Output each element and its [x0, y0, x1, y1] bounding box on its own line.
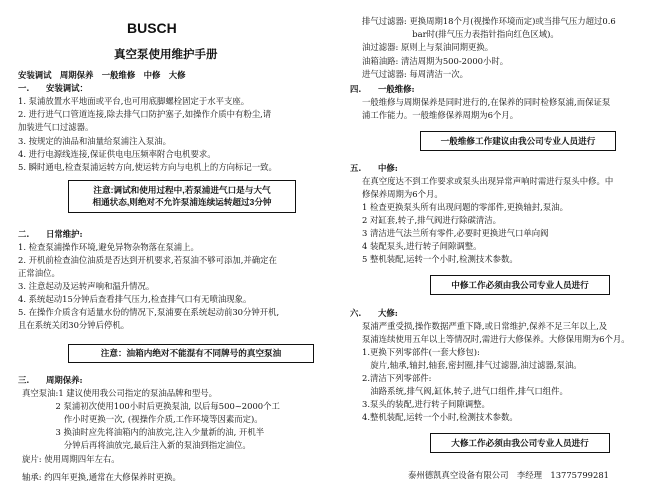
notice-box-general-repair: 一般维修工作建议由我公司专业人员进行 [420, 131, 616, 151]
sec1-line: 1. 泵浦放置水平地面或平台,也可用底脚螺栓固定于水平支座。 [18, 96, 250, 106]
sec1-line: 2. 进行进气口管道连接,除去排气口防护塞子,如操作介质中有粉尘,请 [18, 109, 272, 119]
note-line: 相通状态,则绝对不允许泵浦连续运转超过3分钟 [92, 196, 272, 207]
sec3-line: 真空泵油:1 建议使用我公司指定的泵油品牌和型号。 [22, 388, 218, 398]
filter-line: 排气过滤器: 更换周期18个月(视操作环境而定)或当排气压力超过0.6 [362, 16, 616, 26]
sec4-line: 浦工作能力。一般维修保养周期为6个月。 [362, 110, 519, 120]
sec6-line: 3.泵头的装配,进行转子间隙调整。 [362, 399, 490, 409]
sec6-line: 旋片,轴承,轴封,轴套,密封圈,排气过滤器,油过滤器,泵油。 [362, 360, 582, 370]
sec2-heading: 二. 日常维护: [18, 229, 83, 239]
filter-line: 进气过滤器: 每周清洁一次。 [362, 69, 468, 79]
filter-line: bar时(排气压力表指针指向红色区域)。 [362, 29, 559, 39]
sec5-line: 3 清洁进气法兰所有零件,必要时更换进气口单向阀 [362, 228, 549, 238]
sec3-line: 2 泵浦初次使用100小时后更换泵油, 以后每500~2000个工 [22, 401, 280, 411]
sec6-line: 2.清洁下列零部件: [362, 373, 432, 383]
note-line: 注意:调试和使用过程中,若泵浦进气口是与大气 [93, 185, 271, 195]
sec5-line: 2 对缸套,转子,排气阀进行除碳清洁。 [362, 215, 501, 225]
rotor-line: 旋片: 使用周期四年左右。 [22, 454, 120, 464]
sec3-heading: 三. 周期保养: [18, 375, 83, 385]
notice-box-overhaul: 大修工作必须由我公司专业人员进行 [430, 433, 610, 453]
sec5-line: 在真空度达不到工作要求或泵头出现异常声响时需进行泵头中修。中 [362, 176, 614, 186]
sec6-line: 4.整机装配,运转一个小时,检测技术参数。 [362, 412, 518, 422]
sec2-line: 且在系统关闭30分钟后停机。 [18, 320, 130, 330]
sec3-line: 作小时更换一次, (视操作介质,工作环境等因素而定)。 [22, 414, 263, 424]
sec1-line: 5. 瞬时通电,检查泵浦运转方向,使运转方向与电机上的方向标记一致。 [18, 162, 277, 172]
sec5-line: 4 装配泵头,进行转子间隙调整。 [362, 241, 482, 251]
sec2-line: 3. 注意起动及运转声响和温升情况。 [18, 281, 155, 291]
notice-box-mid-repair: 中修工作必须由我公司专业人员进行 [430, 275, 610, 295]
note-box-oil: 注意：油箱内绝对不能混有不同牌号的真空泵油 [68, 344, 314, 363]
sec2-line: 4. 系统起动15分钟后查看排气压力,检查排气口有无喷油现象。 [18, 294, 252, 304]
sec2-line: 5. 在操作介质含有适量水份的情况下,泵浦要在系统起动前30分钟开机, [18, 307, 280, 317]
sec1-heading: 一. 安装调试： [18, 83, 88, 93]
sec6-heading: 六. 大修: [350, 308, 398, 318]
sec1-line: 3. 按规定的油品和油量给泵浦注入泵油。 [18, 136, 172, 146]
sec3-line: 分钟后再将油放完,最后注入新的泵油到指定油位。 [22, 440, 251, 450]
filter-line: 油过滤器: 原则上与泵油同期更换。 [362, 42, 494, 52]
sec6-line: 油路系统,排气阀,缸体,转子,进气口组件,排气口组件。 [362, 386, 568, 396]
sec5-heading: 五. 中修: [350, 163, 398, 173]
sec1-line: 4. 进行电源线连接,保证供电电压频率附合电机要求。 [18, 149, 216, 159]
sec5-line: 1 检查更换泵头所有出现问题的零部件,更换轴封,泵油。 [362, 202, 568, 212]
sec6-line: 泵浦连续使用五年以上等情况时,需进行大修保养。大修保用期为6个月。 [362, 334, 630, 344]
sec6-line: 1.更换下列零部件(一套大修包): [362, 347, 480, 357]
bearing-line: 轴承: 约四年更换,通常在大修保养时更换。 [22, 472, 181, 482]
note-box-startup [68, 180, 296, 213]
filter-line: 油箱油路: 清洁周期为500-2000小时。 [362, 56, 509, 66]
sec4-line: 一般维修与周期保养是同时进行的,在保养的同时检修泵浦,而保证泵 [362, 97, 611, 107]
sec3-line: 3 换油时应先将油箱内的油放完,注入少量新的油, 开机半 [22, 427, 265, 437]
sec5-line: 修保养周期为6个月。 [362, 189, 443, 199]
brand-logo: BUSCH [127, 20, 177, 36]
sec2-line: 1. 检查泵浦操作环境,避免异物杂物落在泵浦上。 [18, 242, 199, 252]
sec6-line: 泵浦严重受损,操作数据严重下降,或日常维护,保养不足三年以上,及 [362, 321, 608, 331]
page-title: 真空泵使用维护手册 [114, 47, 218, 61]
sec1-line: 加装进气口过滤器。 [18, 122, 94, 132]
section-nav: 安装调试 周期保养 一般维修 中修 大修 [18, 70, 186, 80]
sec2-line: 正常油位。 [18, 268, 60, 278]
company-contact: 泰州德凯真空设备有限公司 李经理 13775799281 [408, 470, 609, 480]
sec2-line: 2. 开机前检查油位油质是否达到开机要求,若泵油不够可添加,并确定在 [18, 255, 277, 265]
sec4-heading: 四. 一般维修: [350, 84, 415, 94]
sec5-line: 5 整机装配,运转一个小时,检测技术参数。 [362, 254, 518, 264]
